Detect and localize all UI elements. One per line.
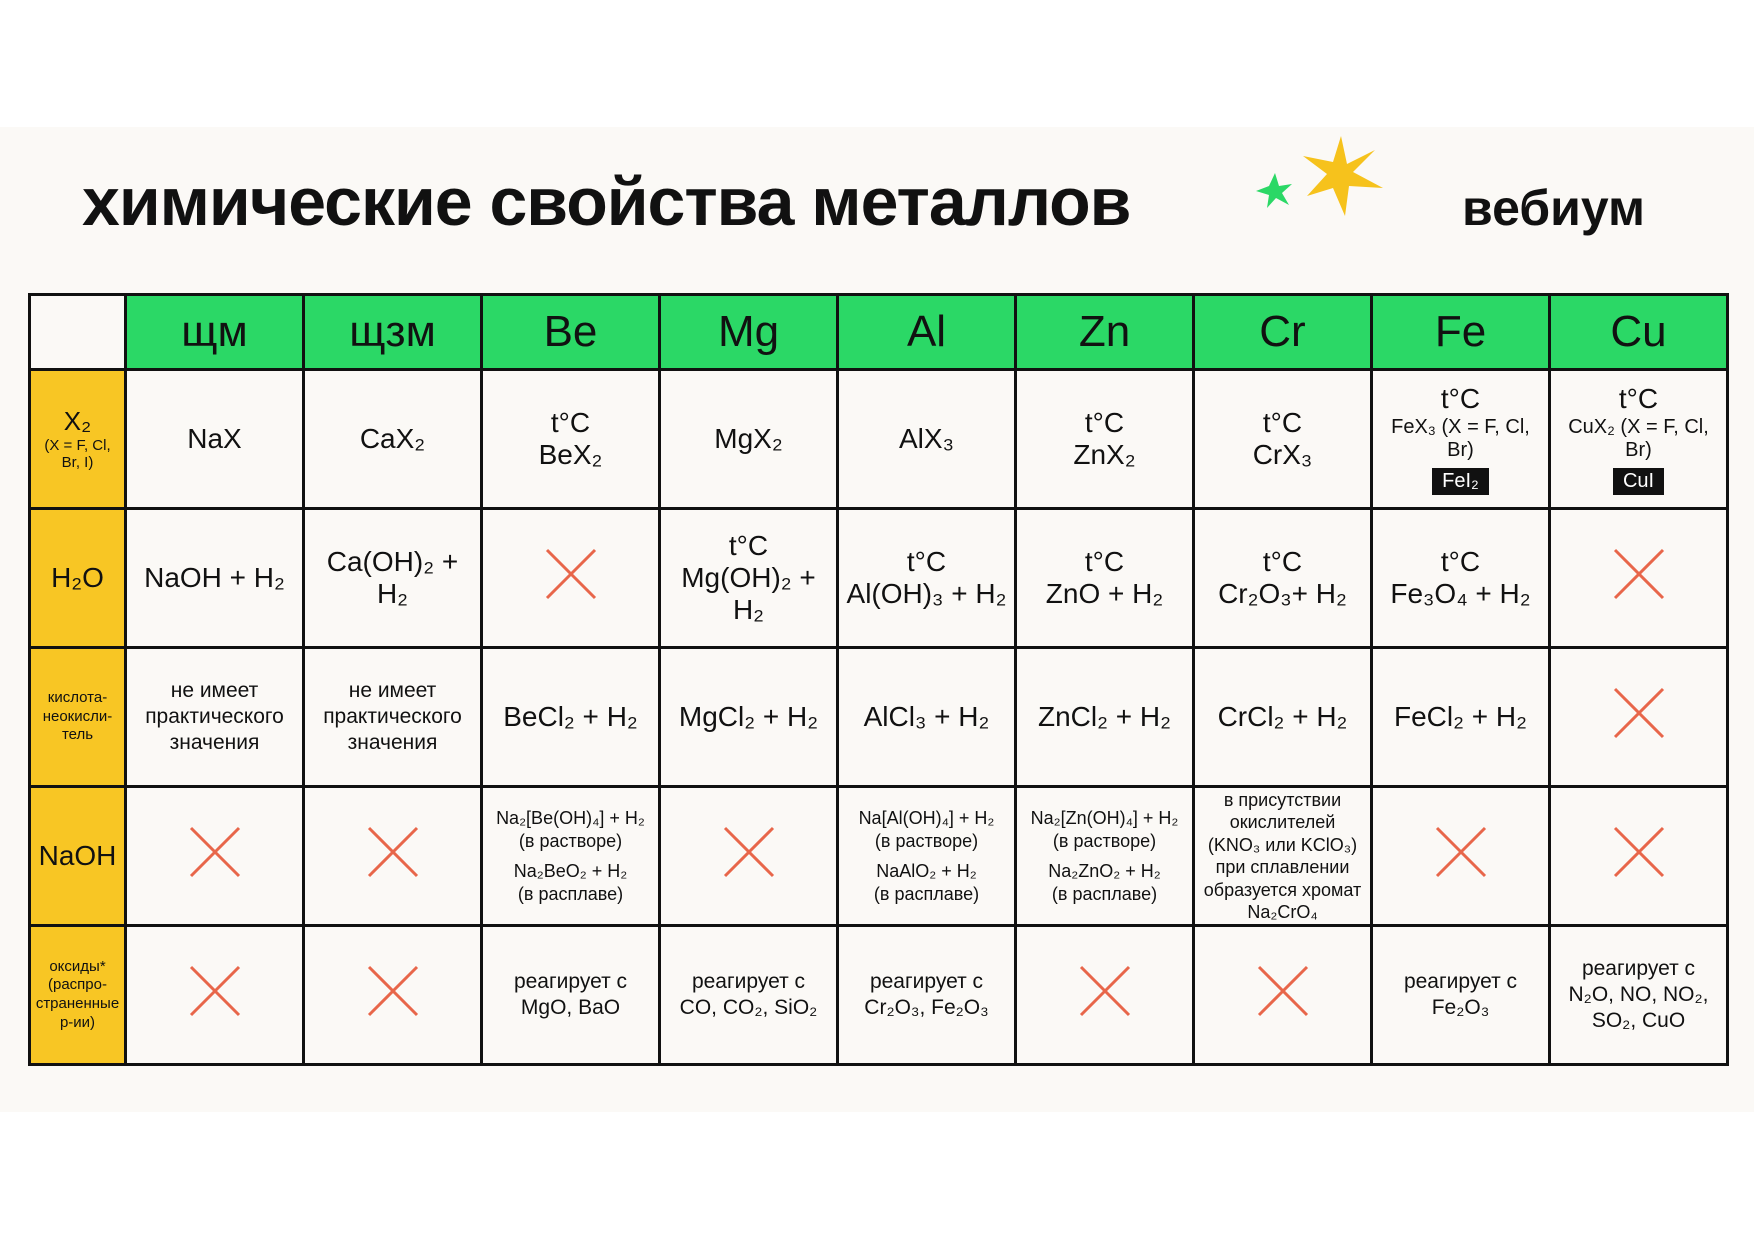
row-header-2	[30, 648, 126, 787]
table-cell	[1550, 370, 1728, 509]
badge: CuI	[1613, 468, 1664, 495]
cell-line: N₂O, NO, NO₂,	[1568, 982, 1709, 1006]
yellow-star-icon	[1303, 136, 1383, 216]
cell-line: Al(OH)₃ + H₂	[846, 578, 1007, 609]
cell-line: t°C	[1084, 545, 1125, 577]
table-row	[30, 509, 1728, 648]
cross-icon	[365, 824, 421, 880]
cell-line: t°C	[1440, 545, 1481, 577]
cross-icon	[1255, 963, 1311, 1019]
cell-line: (в растворе)	[1052, 830, 1157, 851]
cell-line: практического	[145, 704, 284, 728]
table-cell	[1372, 370, 1550, 509]
table-cell	[1016, 787, 1194, 926]
table-cell	[660, 787, 838, 926]
column-header-4: Al	[838, 295, 1016, 370]
cell-line: CrX₃	[1252, 439, 1313, 470]
table-cell	[304, 926, 482, 1065]
badge-wrap	[1554, 462, 1723, 495]
cell-line: CaX₂	[359, 422, 426, 454]
table-cell	[1372, 787, 1550, 926]
table-cell	[304, 787, 482, 926]
cell-line: Mg(OH)₂ + H₂	[681, 561, 816, 626]
cell-line: t°C	[1262, 406, 1303, 438]
cell-line: Na₂BeO₂ + H₂	[513, 861, 628, 881]
cell-line: SO₂, CuO	[1591, 1009, 1686, 1033]
table-cell	[304, 648, 482, 787]
cross-icon	[543, 546, 599, 602]
cell-line: (в растворе)	[874, 830, 979, 851]
table-cell	[304, 370, 482, 509]
cell-line: FeX₃ (X = F, Cl, Br)	[1391, 415, 1530, 461]
cell-line: Na₂CrO₄	[1247, 902, 1318, 922]
table-row	[30, 926, 1728, 1065]
cell-line: MgO, BaO	[520, 996, 621, 1019]
cell-line: значения	[347, 731, 438, 755]
row-header-sublabel: (X = F, Cl, Br, I)	[44, 436, 111, 471]
cell-line: MgX₂	[714, 422, 783, 454]
column-header-2: Be	[482, 295, 660, 370]
column-header-5: Zn	[1016, 295, 1194, 370]
cell-line: NaX	[187, 422, 242, 454]
cross-icon	[1433, 824, 1489, 880]
cell-line: NaAlO₂ + H₂	[876, 861, 977, 881]
table-cell	[838, 370, 1016, 509]
cell-line: (в растворе)	[518, 830, 623, 851]
table-cell	[838, 509, 1016, 648]
cell-line: реагирует с	[691, 969, 806, 993]
cross-icon	[721, 824, 777, 880]
table-cell	[1016, 648, 1194, 787]
cell-line: Na[Al(OH)₄] + H₂	[858, 808, 995, 828]
cross-icon	[365, 963, 421, 1019]
cell-line: реагирует с	[513, 969, 628, 993]
table-row	[30, 787, 1728, 926]
cell-line: Na₂[Zn(OH)₄] + H₂	[1030, 808, 1179, 828]
table-cell	[1194, 787, 1372, 926]
cell-line: реагирует с	[869, 969, 984, 993]
table-cell	[482, 787, 660, 926]
column-header-0: щм	[126, 295, 304, 370]
cell-line: Na₂[Be(OH)₄] + H₂	[496, 808, 645, 828]
cell-line: t°C	[550, 406, 591, 438]
row-header-label: оксиды* (распро-страненные р-ии)	[35, 957, 120, 1031]
cell-line: реагирует с	[1403, 969, 1518, 993]
cell-line: в присутствии	[1223, 789, 1342, 810]
table-cell	[1550, 926, 1728, 1065]
table-cell	[660, 370, 838, 509]
cell-line: CuX₂ (X = F, Cl, Br)	[1568, 415, 1709, 461]
row-header-4	[30, 926, 126, 1065]
row-header-0	[30, 370, 126, 509]
table-cell	[482, 648, 660, 787]
table-cell	[1194, 370, 1372, 509]
cell-line: NaOH + H₂	[144, 561, 285, 593]
cell-line: ZnCl₂ + H₂	[1038, 700, 1171, 732]
cross-icon	[1077, 963, 1133, 1019]
cross-icon	[187, 824, 243, 880]
green-star-icon	[1256, 173, 1292, 208]
row-header-label: X₂	[63, 405, 92, 436]
table-cell	[660, 648, 838, 787]
cell-line: Fe₂O₃	[1431, 996, 1490, 1019]
header-row	[30, 295, 1728, 370]
row-header-3	[30, 787, 126, 926]
table-cell	[660, 926, 838, 1065]
table-cell	[482, 370, 660, 509]
cross-icon	[1611, 824, 1667, 880]
brand-logo: вебиум	[1462, 180, 1645, 236]
cell-line: CO, CO₂, SiO₂	[679, 996, 818, 1019]
cell-line: Fe₃O₄ + H₂	[1390, 578, 1531, 609]
cross-icon	[1611, 546, 1667, 602]
cell-line: MgCl₂ + H₂	[678, 700, 819, 732]
cell-line: t°C	[1262, 545, 1303, 577]
badge: FeI₂	[1432, 468, 1489, 495]
cell-line: окислителей	[1229, 812, 1336, 832]
table-cell	[1550, 509, 1728, 648]
cell-line: ZnO + H₂	[1045, 578, 1164, 609]
row-header-1	[30, 509, 126, 648]
cell-line: (в расплаве)	[1051, 883, 1158, 904]
table-cell	[838, 787, 1016, 926]
cell-line: t°C	[906, 545, 947, 577]
cell-line: BeX₂	[538, 439, 603, 470]
table-row	[30, 648, 1728, 787]
row-header-label: H₂O	[51, 561, 104, 593]
column-header-7: Fe	[1372, 295, 1550, 370]
table-cell	[1372, 926, 1550, 1065]
column-header-8: Cu	[1550, 295, 1728, 370]
sparkle-stars-icon	[1245, 128, 1395, 228]
table-cell	[482, 926, 660, 1065]
cell-line: ZnX₂	[1073, 439, 1136, 470]
cell-line: t°C	[1084, 406, 1125, 438]
table-cell	[1550, 648, 1728, 787]
column-header-1: щзм	[304, 295, 482, 370]
table-cell	[126, 926, 304, 1065]
table-cell	[126, 370, 304, 509]
cell-line: значения	[169, 731, 260, 755]
page-title: химические свойства металлов	[82, 164, 1131, 240]
table-cell	[1016, 509, 1194, 648]
table-cell	[660, 509, 838, 648]
table-cell	[126, 648, 304, 787]
table-cell	[1372, 509, 1550, 648]
corner-cell	[30, 295, 126, 370]
properties-table	[28, 293, 1729, 1066]
table-cell	[1016, 926, 1194, 1065]
cell-line: реагирует с	[1581, 956, 1696, 980]
cross-icon	[1611, 685, 1667, 741]
column-header-6: Cr	[1194, 295, 1372, 370]
table-cell	[838, 648, 1016, 787]
badge-wrap	[1376, 462, 1545, 495]
cell-line: не имеет	[348, 678, 437, 702]
cell-line: Na₂ZnO₂ + H₂	[1048, 861, 1161, 881]
table-row	[30, 370, 1728, 509]
row-header-label: кислота-неокисли-тель	[42, 688, 113, 744]
cell-line: BeCl₂ + H₂	[503, 700, 638, 732]
table-cell	[482, 509, 660, 648]
cell-line: (KNO₃ или KClO₃)	[1207, 834, 1358, 855]
cell-line: Cr₂O₃+ H₂	[1218, 578, 1347, 609]
cell-line: (в расплаве)	[517, 883, 624, 904]
table-cell	[126, 509, 304, 648]
cell-line: t°C	[1440, 383, 1481, 415]
cell-line: Ca(OH)₂ + H₂	[326, 545, 459, 609]
cell-line: t°C	[1618, 383, 1659, 415]
cell-line: практического	[323, 704, 462, 728]
cell-line: t°C	[728, 529, 769, 561]
cross-icon	[187, 963, 243, 1019]
cell-line: AlCl₃ + H₂	[863, 700, 990, 732]
table-cell	[126, 787, 304, 926]
table-cell	[1016, 370, 1194, 509]
cell-line: (в расплаве)	[873, 883, 980, 904]
cell-line: при сплавлении	[1215, 857, 1350, 877]
cell-line: не имеет	[170, 678, 259, 702]
table-cell	[1194, 509, 1372, 648]
cell-line: FeCl₂ + H₂	[1394, 700, 1527, 732]
column-header-3: Mg	[660, 295, 838, 370]
table-cell	[304, 509, 482, 648]
cell-line: CrCl₂ + H₂	[1217, 700, 1348, 732]
table-cell	[1372, 648, 1550, 787]
table-cell	[838, 926, 1016, 1065]
row-header-label: NaOH	[38, 839, 117, 871]
cell-line: Cr₂O₃, Fe₂O₃	[864, 996, 989, 1019]
table-cell	[1550, 787, 1728, 926]
cell-line: AlX₃	[899, 422, 954, 454]
cell-line: образуется хромат	[1203, 879, 1362, 900]
table-cell	[1194, 648, 1372, 787]
table-cell	[1194, 926, 1372, 1065]
